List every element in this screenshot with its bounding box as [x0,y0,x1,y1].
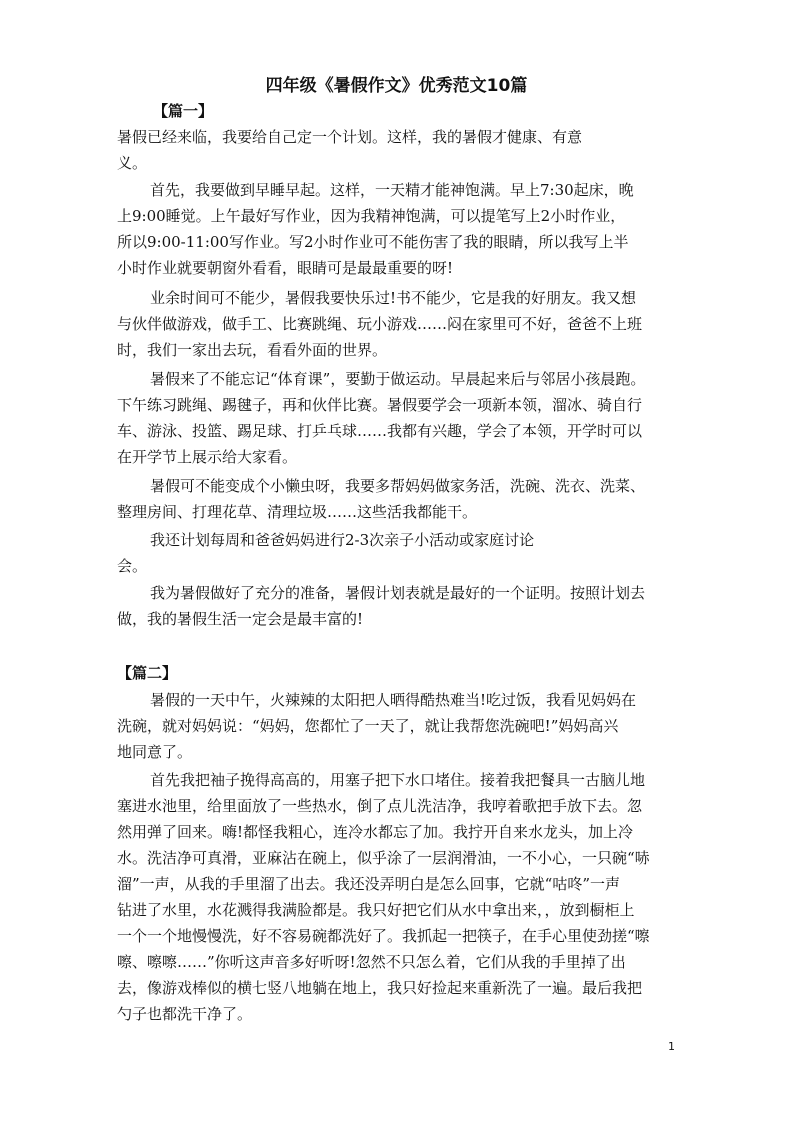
text-line: 业余时间可不能少，暑假我要快乐过!书不能少，它是我的好朋友。我又想 [150,289,637,307]
text-line: 去，像游戏棒似的横七竖八地躺在地上，我只好捡起来重新洗了一遍。最后我把 [117,979,643,997]
text-line: 洗碗，就对妈妈说：“妈妈，您都忙了一天了，就让我帮您洗碗吧!”妈妈高兴 [117,717,619,735]
text-line: 义。 [117,154,148,172]
text-line: 溜”一声，从我的手里溜了出去。我还没弄明白是怎么回事，它就“咕咚”一声 [117,875,621,893]
text-line: 然用弹了回来。嗨!都怪我粗心，连冷水都忘了加。我拧开自来水龙头，加上冷 [117,823,634,841]
text-line: 水。洗洁净可真滑，亚麻沾在碗上，似乎涂了一层润滑油，一不小心，一只碗“哧 [117,849,650,867]
text-line: 在开学节上展示给大家看。 [117,448,298,466]
text-line: 一个一个地慢慢洗，好不容易碗都洗好了。我抓起一把筷子，在手心里使劲搓“嚓 [117,927,650,945]
text-line: 做，我的暑假生活一定会是最丰富的! [117,610,364,628]
text-line: 勺子也都洗干净了。 [117,1005,253,1023]
section-heading-2: 【篇二】 [117,664,178,682]
text-line: 暑假的一天中午，火辣辣的太阳把人晒得酷热难当!吃过饭，我看见妈妈在 [150,691,637,709]
text-line: 暑假已经来临，我要给自己定一个计划。这样，我的暑假才健康、有意 [117,128,583,146]
text-line: 上9:00睡觉。上午最好写作业，因为我精神饱满，可以提笔写上2小时作业， [117,207,626,225]
text-line: 我为暑假做好了充分的准备，暑假计划表就是最好的一个证明。按照计划去 [150,584,646,602]
text-line: 暑假可不能变成个小懒虫呀，我要多帮妈妈做家务活，洗碗、洗衣、洗菜、 [150,477,646,495]
text-line: 塞进水池里，给里面放了一些热水，倒了点儿洗洁净，我哼着歌把手放下去。忽 [117,797,643,815]
section-heading-1: 【篇一】 [153,102,214,120]
text-line: 我还计划每周和爸爸妈妈进行2-3次亲子小活动或家庭讨论 [150,531,535,549]
text-line: 首先，我要做到早睡早起。这样，一天精才能神饱满。早上7:30起床，晚 [150,181,634,199]
text-line: 暑假来了不能忘记“体育课”，要勤于做运动。早晨起来后与邻居小孩晨跑。 [150,370,646,388]
text-line: 下午练习跳绳、踢毽子，再和伙伴比赛。暑假要学会一项新本领，溜冰、骑自行 [117,396,643,414]
document-title: 四年级《暑假作文》优秀范文10篇 [265,76,528,96]
text-line: 地同意了。 [117,743,193,761]
text-line: 钻进了水里，水花溅得我满脸都是。我只好把它们从水中拿出来，，放到橱柜上 [117,901,635,919]
text-line: 首先我把袖子挽得高高的，用塞子把下水口堵住。接着我把餐具一古脑儿地 [150,771,646,789]
text-line: 所以9:00-11:00写作业。写2小时作业可不能伤害了我的眼睛，所以我写上半 [117,233,629,251]
text-line: 嚓、嚓嚓……”你听这声音多好听呀!忽然不只怎么着，它们从我的手里掉了出 [117,953,626,971]
text-line: 车、游泳、投篮、踢足球、打乒乓球……我都有兴趣，学会了本领，开学时可以 [117,422,643,440]
text-line: 时，我们一家出去玩，看看外面的世界。 [117,341,388,359]
text-line: 小时作业就要朝窗外看看，眼睛可是最最重要的呀! [117,259,454,277]
text-line: 整理房间、打理花草、清理垃圾……这些活我都能干。 [117,503,478,521]
text-line: 会。 [117,557,148,575]
page-number: 1 [668,1040,675,1053]
text-line: 与伙伴做游戏，做手工、比赛跳绳、玩小游戏……闷在家里可不好，爸爸不上班 [117,315,643,333]
